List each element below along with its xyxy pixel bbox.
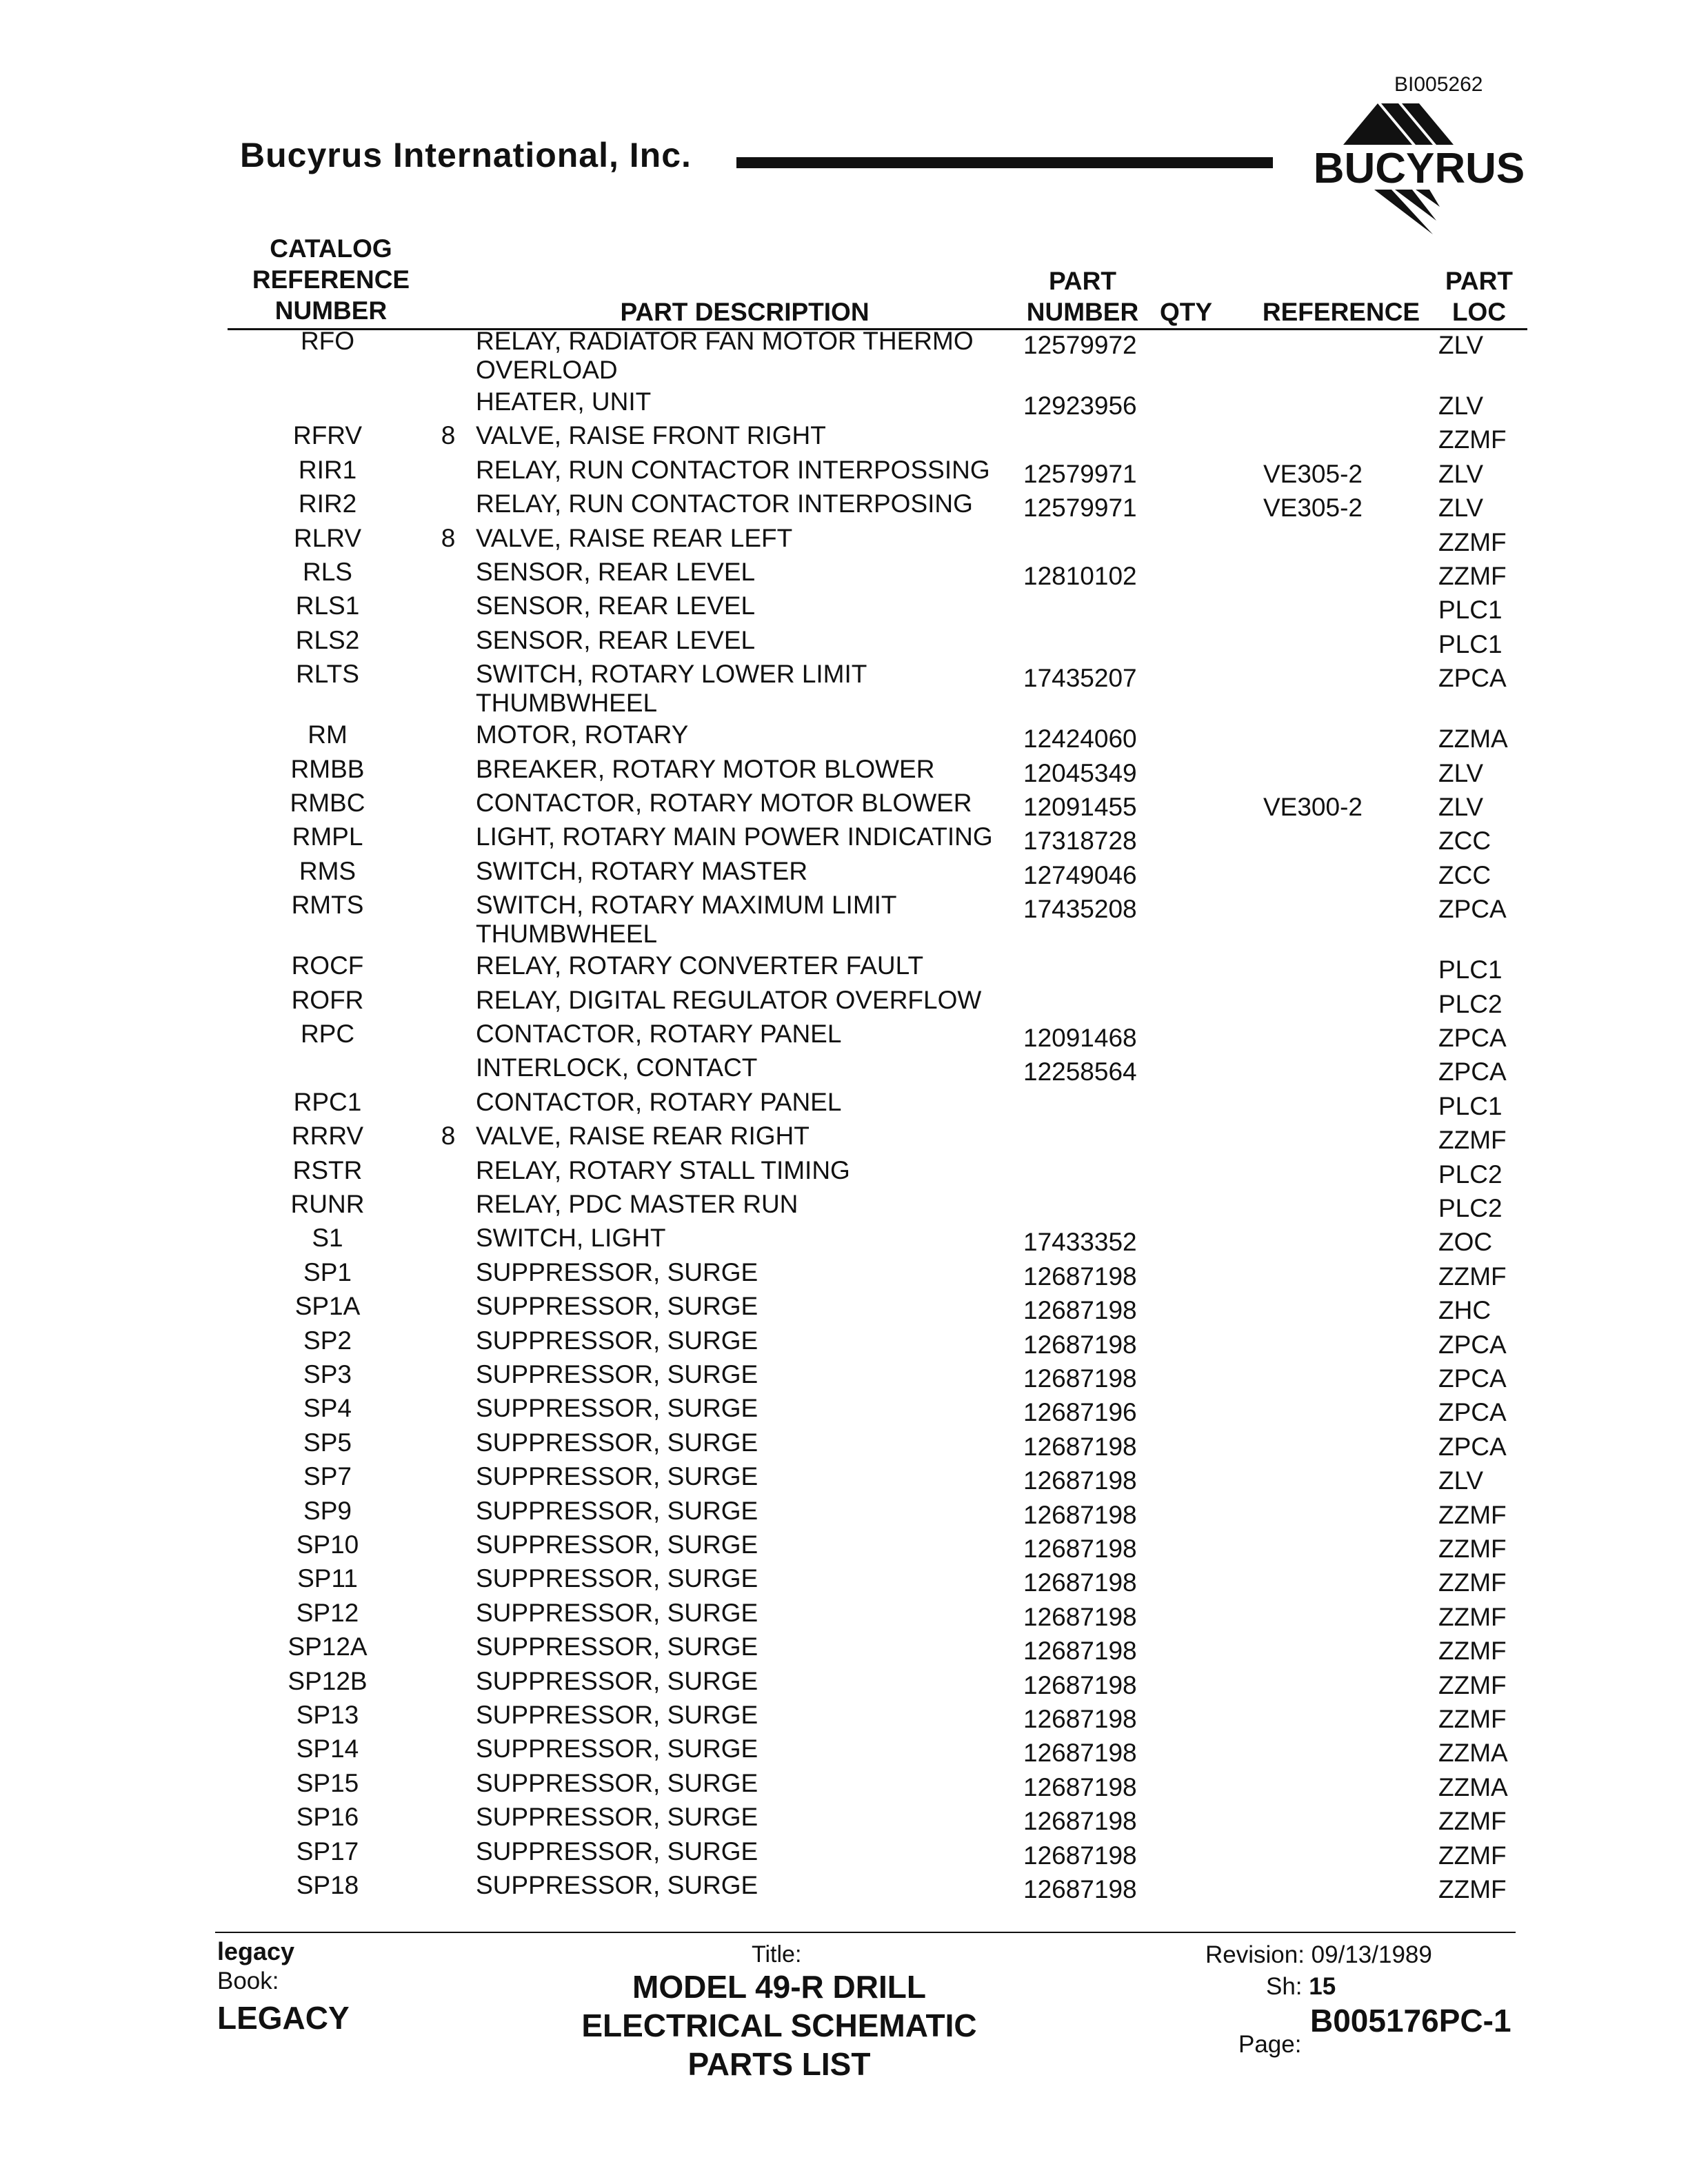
part-loc-cell: ZPCA <box>1438 1024 1507 1052</box>
part-loc-cell: PLC2 <box>1438 1160 1503 1189</box>
catalog-ref-cell: RM <box>308 720 348 749</box>
reference-cell: VE300-2 <box>1263 793 1363 821</box>
part-loc-cell: PLC1 <box>1438 1091 1503 1120</box>
part-loc-cell: ZPCA <box>1438 1432 1507 1461</box>
catalog-ref-cell: RMTS <box>291 891 364 920</box>
part-number-cell: 12687198 <box>1023 1330 1137 1359</box>
part-loc-cell: ZZMF <box>1438 1875 1507 1903</box>
description-cell: SUPPRESSOR, SURGE <box>476 1632 758 1661</box>
part-number-cell: 12687198 <box>1023 1739 1137 1768</box>
part-loc-cell: PLC2 <box>1438 989 1503 1018</box>
part-number-cell: 12687196 <box>1023 1398 1137 1427</box>
part-number-cell: 17318728 <box>1023 827 1137 856</box>
description-cell: SUPPRESSOR, SURGE <box>476 1701 758 1729</box>
description-cell: SUPPRESSOR, SURGE <box>476 1257 758 1286</box>
description-cell: HEATER, UNIT <box>476 387 652 416</box>
part-number-cell: 12687198 <box>1023 1262 1137 1291</box>
catalog-ref-cell: SP13 <box>296 1701 359 1729</box>
header-reference: REFERENCE <box>1262 298 1420 326</box>
description-cell: CONTACTOR, ROTARY PANEL <box>476 1020 842 1048</box>
catalog-ref-cell: RMBB <box>290 754 365 783</box>
catalog-ref-cell: S1 <box>312 1224 343 1253</box>
description-cell: SUPPRESSOR, SURGE <box>476 1837 758 1866</box>
part-loc-cell: PLC1 <box>1438 596 1503 625</box>
bucyrus-triangle-logo <box>1295 90 1543 248</box>
description-cell: SUPPRESSOR, SURGE <box>476 1428 758 1457</box>
catalog-ref-cell: SP9 <box>303 1496 352 1525</box>
part-number-cell: 12579971 <box>1023 459 1137 488</box>
catalog-ref-cell: RPC <box>300 1020 355 1048</box>
catalog-ref-cell: SP11 <box>297 1564 358 1593</box>
description-cell: SUPPRESSOR, SURGE <box>476 1360 758 1388</box>
company-name: Bucyrus International, Inc. <box>240 136 692 174</box>
part-number-cell: 12687198 <box>1023 1875 1137 1903</box>
part-number-cell: 12687198 <box>1023 1772 1137 1801</box>
reference-cell: VE305-2 <box>1263 494 1363 523</box>
footer-rule <box>215 1932 1516 1933</box>
part-loc-cell: ZLV <box>1438 392 1484 420</box>
part-number-cell: 12045349 <box>1023 758 1137 787</box>
catalog-ref-cell: RRRV <box>291 1122 364 1151</box>
description-cell: RELAY, PDC MASTER RUN <box>476 1190 798 1218</box>
catalog-ref-cell: ROFR <box>291 985 364 1014</box>
part-loc-cell: ZCC <box>1438 827 1491 856</box>
part-number-cell: 12687198 <box>1023 1705 1137 1733</box>
description-cell: VALVE, RAISE REAR RIGHT <box>476 1122 810 1151</box>
part-loc-cell: ZPCA <box>1438 1058 1507 1086</box>
part-number-cell: 12810102 <box>1023 562 1137 590</box>
catalog-ref-cell: RFO <box>300 327 355 355</box>
description-cell: SUPPRESSOR, SURGE <box>476 1394 758 1423</box>
catalog-ref-cell: SP15 <box>296 1768 359 1797</box>
part-loc-cell: PLC1 <box>1438 629 1503 658</box>
description-cell: RELAY, ROTARY CONVERTER FAULT <box>476 951 924 980</box>
catalog-ref-cell: SP14 <box>296 1735 359 1763</box>
part-number-cell: 12579972 <box>1023 331 1137 359</box>
part-loc-cell: ZZMF <box>1438 1705 1507 1733</box>
description-cell: SENSOR, REAR LEVEL <box>476 558 756 586</box>
description-cell: SWITCH, ROTARY MAXIMUM LIMIT THUMBWHEEL <box>476 891 896 949</box>
part-number-cell: 12687198 <box>1023 1602 1137 1631</box>
catalog-ref-cell: SP5 <box>303 1428 352 1457</box>
catalog-ref-cell: RLS <box>303 558 352 586</box>
part-number-cell: 12687198 <box>1023 1296 1137 1325</box>
part-number-cell: 12687198 <box>1023 1432 1137 1461</box>
description-cell: SUPPRESSOR, SURGE <box>476 1564 758 1593</box>
part-number-cell: 12749046 <box>1023 860 1137 889</box>
catalog-ref-cell: RIR1 <box>298 455 357 484</box>
part-loc-cell: ZZMF <box>1438 1841 1507 1870</box>
part-loc-cell: ZOC <box>1438 1228 1493 1257</box>
footer-legacy-label: legacy <box>217 1937 295 1965</box>
description-cell: SUPPRESSOR, SURGE <box>476 1666 758 1695</box>
part-loc-cell: ZZMA <box>1438 1739 1508 1768</box>
logo-wordmark: BUCYRUS <box>1313 145 1525 192</box>
description-cell: RELAY, RUN CONTACTOR INTERPOSSING <box>476 455 990 484</box>
part-loc-cell: ZLV <box>1438 459 1484 488</box>
catalog-ref-cell: SP16 <box>296 1803 359 1832</box>
catalog-ref-cell: RIR2 <box>298 489 357 518</box>
footer-sheet: Sh: 15 <box>1266 1973 1336 2000</box>
part-loc-cell: ZZMF <box>1438 1262 1507 1291</box>
part-loc-cell: ZLV <box>1438 758 1484 787</box>
catalog-ref-cell: RFRV <box>292 421 363 450</box>
description-cell: SUPPRESSOR, SURGE <box>476 1803 758 1832</box>
part-loc-cell: ZPCA <box>1438 1364 1507 1393</box>
description-cell: SUPPRESSOR, SURGE <box>476 1530 758 1559</box>
part-number-cell: 12687198 <box>1023 1637 1137 1666</box>
part-loc-cell: ZPCA <box>1438 1330 1507 1359</box>
part-number-cell: 12687198 <box>1023 1466 1137 1495</box>
part-loc-cell: ZZMF <box>1438 1670 1507 1699</box>
catalog-ref-cell: SP4 <box>303 1394 352 1423</box>
catalog-ref-cell: RSTR <box>292 1155 363 1184</box>
description-cell: RELAY, RUN CONTACTOR INTERPOSING <box>476 489 973 518</box>
description-cell: SUPPRESSOR, SURGE <box>476 1598 758 1627</box>
header-rule <box>736 157 1273 168</box>
description-cell: SUPPRESSOR, SURGE <box>476 1462 758 1491</box>
description-cell: LIGHT, ROTARY MAIN POWER INDICATING <box>476 822 993 851</box>
catalog-ref-cell: SP1 <box>303 1257 352 1286</box>
part-number-cell: 12091455 <box>1023 793 1137 821</box>
description-cell: VALVE, RAISE FRONT RIGHT <box>476 421 826 450</box>
part-number-cell: 12579971 <box>1023 494 1137 523</box>
part-loc-cell: ZZMA <box>1438 725 1508 754</box>
note-cell: 8 <box>441 523 456 552</box>
footer-title-label: Title: <box>752 1941 802 1968</box>
part-loc-cell: ZZMF <box>1438 425 1507 454</box>
part-loc-cell: ZLV <box>1438 331 1484 359</box>
part-number-cell: 12687198 <box>1023 1500 1137 1529</box>
description-cell: SENSOR, REAR LEVEL <box>476 625 756 654</box>
part-number-cell: 12687198 <box>1023 1670 1137 1699</box>
description-cell: SENSOR, REAR LEVEL <box>476 592 756 620</box>
catalog-ref-cell: SP10 <box>296 1530 359 1559</box>
description-cell: RELAY, ROTARY STALL TIMING <box>476 1155 850 1184</box>
header-qty: QTY <box>1159 298 1213 326</box>
catalog-ref-cell: SP18 <box>296 1871 359 1899</box>
catalog-ref-cell: SP1A <box>294 1292 361 1321</box>
description-cell: SWITCH, ROTARY MASTER <box>476 856 808 885</box>
description-cell: SUPPRESSOR, SURGE <box>476 1326 758 1355</box>
description-cell: SWITCH, LIGHT <box>476 1224 666 1253</box>
part-loc-cell: PLC2 <box>1438 1194 1503 1222</box>
footer-title: MODEL 49-R DRILL ELECTRICAL SCHEMATIC PARTS LIST <box>581 1969 977 2082</box>
description-cell: SUPPRESSOR, SURGE <box>476 1292 758 1321</box>
catalog-ref-cell: ROCF <box>291 951 364 980</box>
part-number-cell: 12687198 <box>1023 1807 1137 1836</box>
footer-revision: Revision: 09/13/1989 <box>1205 1941 1432 1968</box>
part-loc-cell: ZZMF <box>1438 1535 1507 1563</box>
description-cell: SUPPRESSOR, SURGE <box>476 1871 758 1899</box>
note-cell: 8 <box>441 421 456 450</box>
part-loc-cell: ZPCA <box>1438 895 1507 924</box>
part-loc-cell: ZZMF <box>1438 527 1507 556</box>
footer-book-name: LEGACY <box>217 2000 350 2036</box>
catalog-ref-cell: SP12A <box>288 1632 368 1661</box>
part-loc-cell: ZZMF <box>1438 1126 1507 1155</box>
footer-document-number: B005176PC-1 <box>1310 2003 1511 2039</box>
header-part-number: PART NUMBER <box>1026 267 1139 326</box>
part-number-cell: 17433352 <box>1023 1228 1137 1257</box>
part-number-cell: 12424060 <box>1023 725 1137 754</box>
part-loc-cell: ZZMF <box>1438 562 1507 590</box>
part-loc-cell: ZCC <box>1438 860 1491 889</box>
header-part-loc: PART LOC <box>1445 267 1513 326</box>
description-cell: RELAY, DIGITAL REGULATOR OVERFLOW <box>476 985 982 1014</box>
catalog-ref-cell: RMS <box>299 856 356 885</box>
note-cell: 8 <box>441 1122 456 1151</box>
description-cell: BREAKER, ROTARY MOTOR BLOWER <box>476 754 935 783</box>
catalog-ref-cell: SP17 <box>296 1837 359 1866</box>
description-cell: INTERLOCK, CONTACT <box>476 1053 758 1082</box>
catalog-ref-cell: RLS1 <box>295 592 360 620</box>
part-loc-cell: ZLV <box>1438 494 1484 523</box>
part-number-cell: 12687198 <box>1023 1568 1137 1597</box>
part-number-cell: 12091468 <box>1023 1024 1137 1052</box>
catalog-ref-cell: SP3 <box>303 1360 352 1388</box>
catalog-ref-cell: SP7 <box>303 1462 352 1491</box>
part-loc-cell: ZZMA <box>1438 1772 1508 1801</box>
catalog-ref-cell: SP2 <box>303 1326 352 1355</box>
catalog-ref-cell: RMBC <box>290 789 365 817</box>
document-id: BI005262 <box>1394 73 1483 96</box>
catalog-ref-cell: SP12B <box>288 1666 368 1695</box>
part-loc-cell: ZZMF <box>1438 1568 1507 1597</box>
part-loc-cell: ZHC <box>1438 1296 1491 1325</box>
catalog-ref-cell: RLS2 <box>295 625 360 654</box>
description-cell: CONTACTOR, ROTARY PANEL <box>476 1087 842 1116</box>
part-number-cell: 17435208 <box>1023 895 1137 924</box>
description-cell: SUPPRESSOR, SURGE <box>476 1735 758 1763</box>
header-catalog-reference: CATALOG REFERENCE NUMBER <box>252 234 410 325</box>
description-cell: CONTACTOR, ROTARY MOTOR BLOWER <box>476 789 972 817</box>
part-loc-cell: ZPCA <box>1438 664 1507 693</box>
catalog-ref-cell: RLRV <box>293 523 362 552</box>
part-loc-cell: ZZMF <box>1438 1807 1507 1836</box>
header-part-description: PART DESCRIPTION <box>620 298 870 326</box>
description-cell: MOTOR, ROTARY <box>476 720 689 749</box>
description-cell: VALVE, RAISE REAR LEFT <box>476 523 793 552</box>
catalog-ref-cell: SP12 <box>296 1598 359 1627</box>
description-cell: SUPPRESSOR, SURGE <box>476 1768 758 1797</box>
part-number-cell: 12687198 <box>1023 1841 1137 1870</box>
part-loc-cell: ZLV <box>1438 1466 1484 1495</box>
part-number-cell: 12687198 <box>1023 1535 1137 1563</box>
reference-cell: VE305-2 <box>1263 459 1363 488</box>
part-number-cell: 12258564 <box>1023 1058 1137 1086</box>
part-loc-cell: PLC1 <box>1438 956 1503 984</box>
part-loc-cell: ZZMF <box>1438 1602 1507 1631</box>
catalog-ref-cell: RLTS <box>296 660 359 689</box>
catalog-ref-cell: RMPL <box>292 822 363 851</box>
part-loc-cell: ZPCA <box>1438 1398 1507 1427</box>
catalog-ref-cell: RPC1 <box>293 1087 362 1116</box>
part-number-cell: 12687198 <box>1023 1364 1137 1393</box>
part-loc-cell: ZZMF <box>1438 1500 1507 1529</box>
part-loc-cell: ZZMF <box>1438 1637 1507 1666</box>
description-cell: SWITCH, ROTARY LOWER LIMIT THUMBWHEEL <box>476 660 867 718</box>
part-loc-cell: ZLV <box>1438 793 1484 821</box>
part-number-cell: 17435207 <box>1023 664 1137 693</box>
part-number-cell: 12923956 <box>1023 392 1137 420</box>
footer-book-label: Book: <box>217 1968 279 1994</box>
footer-page-label: Page: <box>1238 2031 1302 2058</box>
description-cell: RELAY, RADIATOR FAN MOTOR THERMO OVERLOAD <box>476 327 974 384</box>
catalog-ref-cell: RUNR <box>290 1190 365 1218</box>
description-cell: SUPPRESSOR, SURGE <box>476 1496 758 1525</box>
